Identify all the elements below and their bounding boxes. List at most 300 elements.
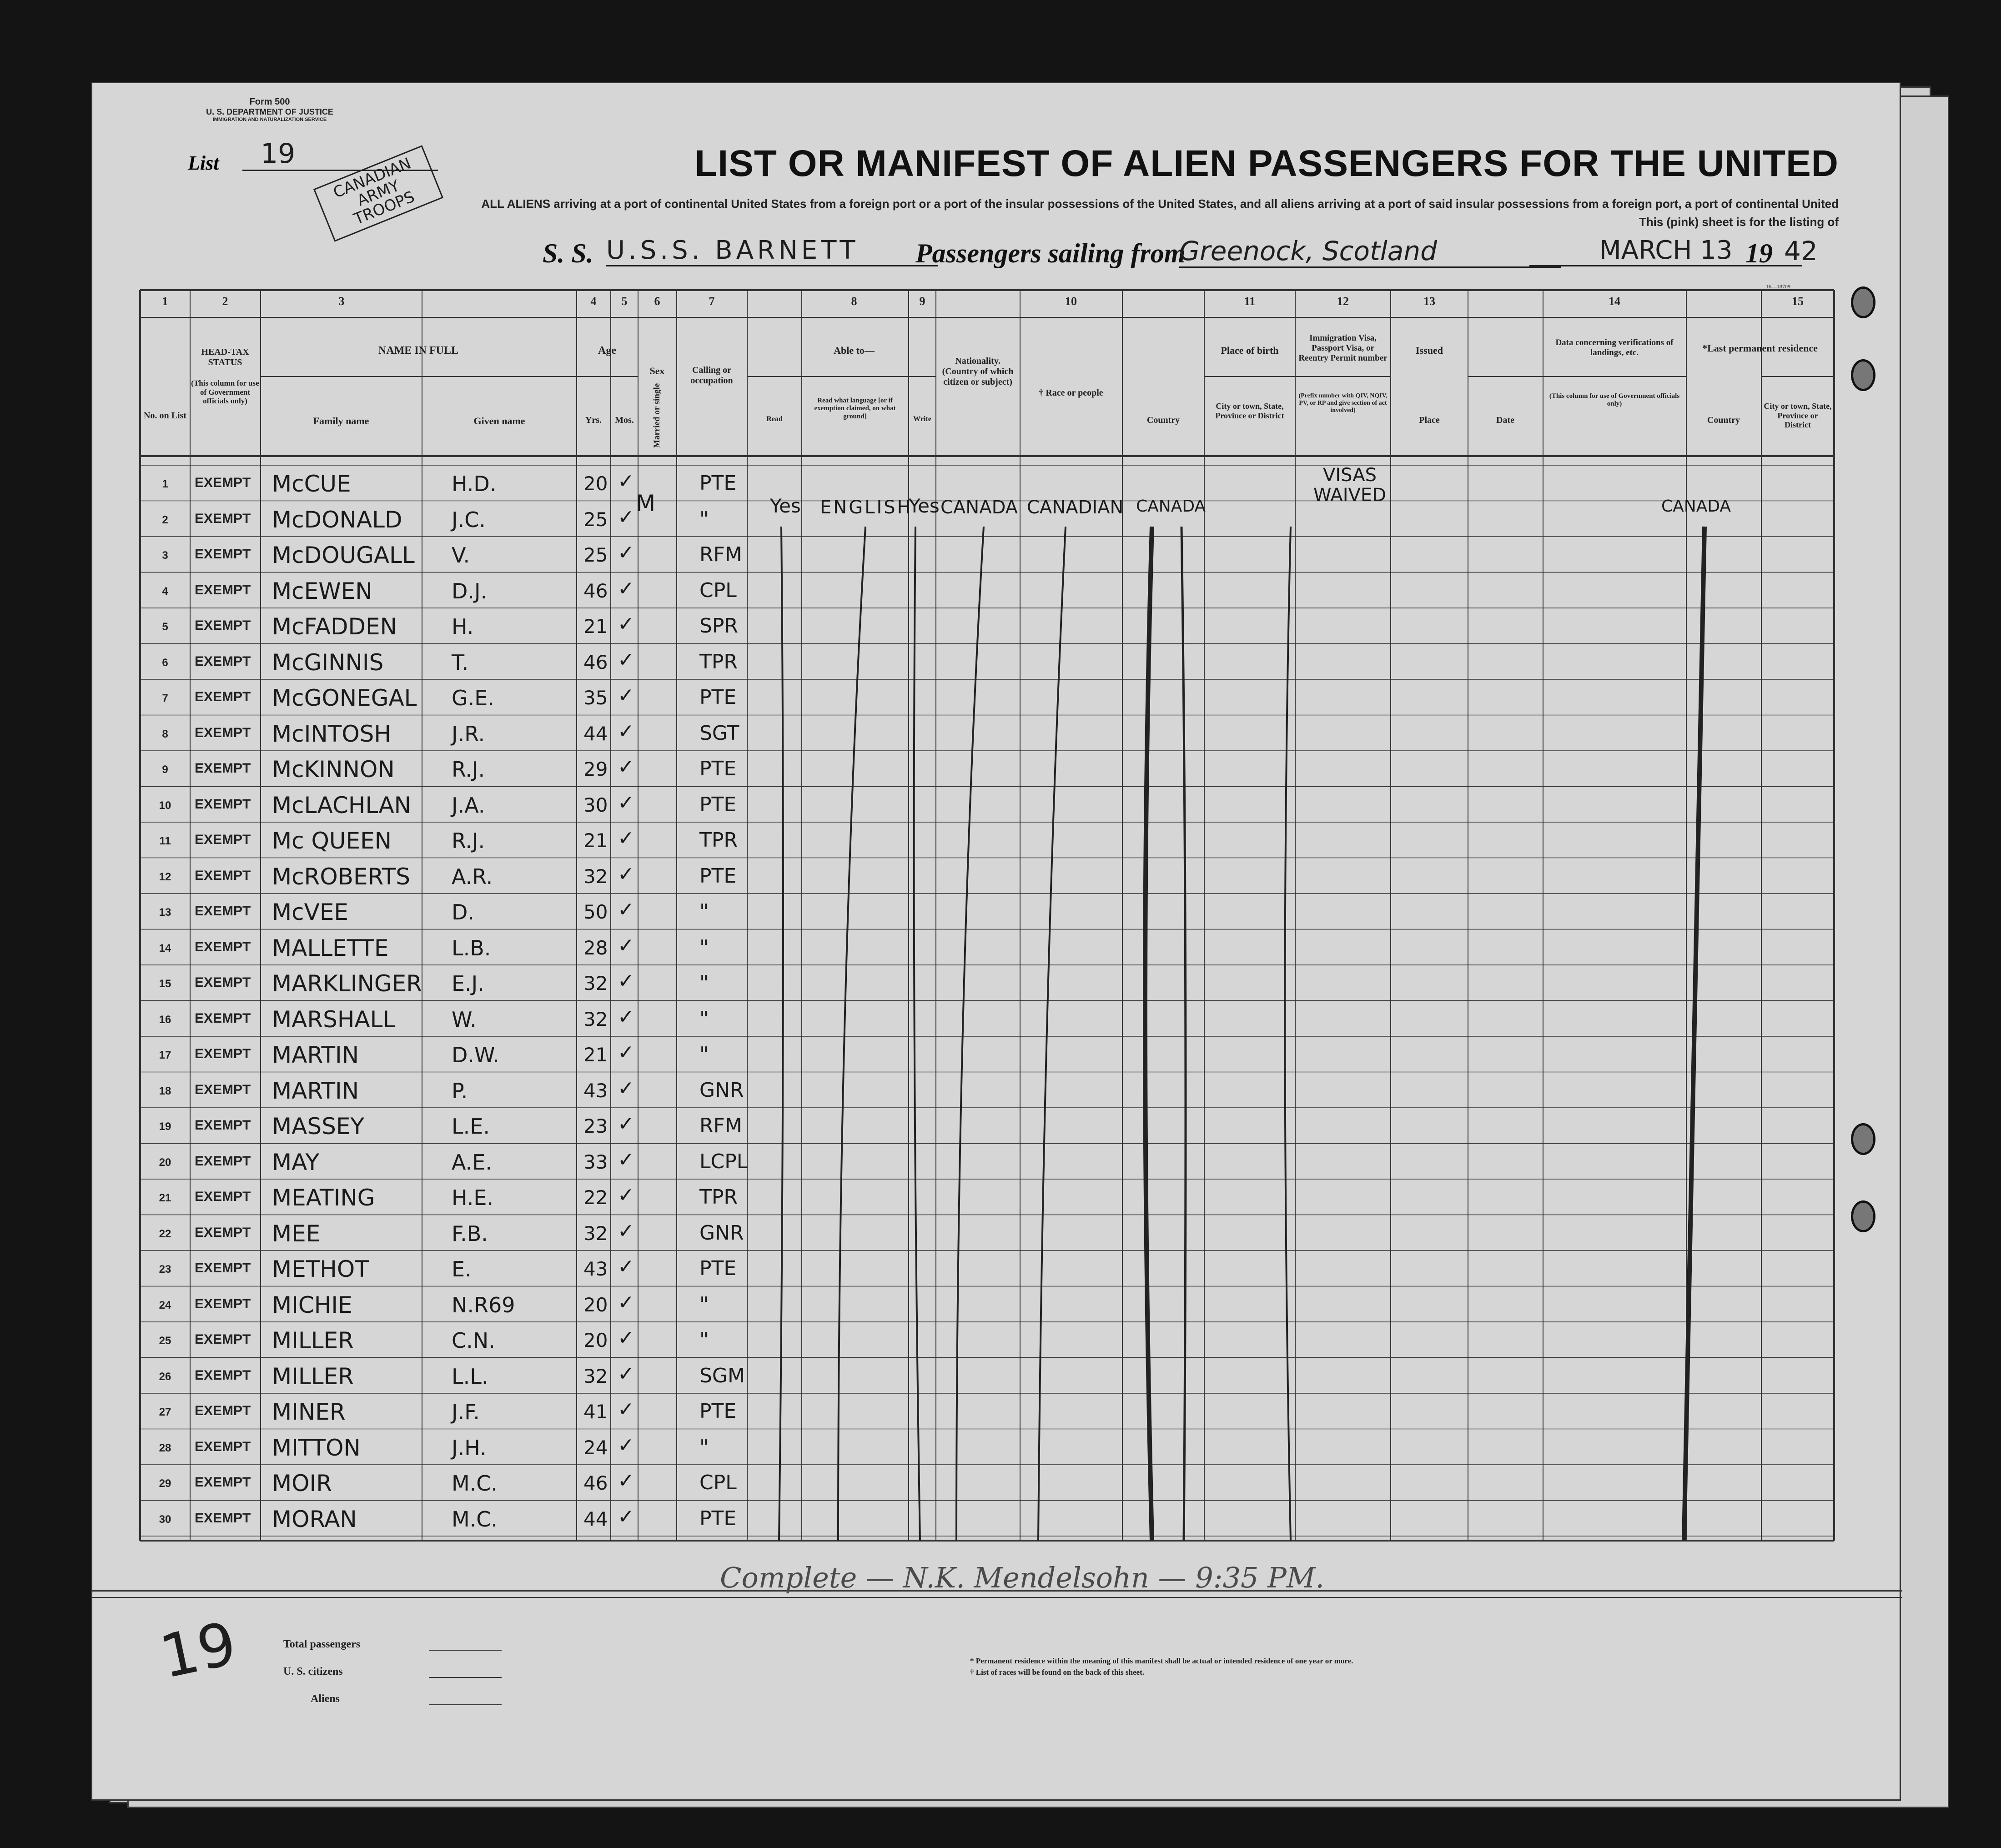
binder-hole xyxy=(1851,359,1875,391)
head-tax-status: EXEMPT xyxy=(195,1189,251,1204)
age-years: 46 xyxy=(583,1472,608,1494)
residence-ditto-line xyxy=(1684,527,1704,1541)
column-number: 9 xyxy=(919,295,925,308)
us-citizens-label: U. S. citizens xyxy=(283,1666,343,1677)
given-name: F.B. xyxy=(452,1221,488,1246)
occupation: " xyxy=(699,900,709,923)
given-name: C.N. xyxy=(452,1328,495,1353)
row-number: 29 xyxy=(159,1477,171,1490)
married-check: ✓ xyxy=(618,1433,634,1457)
head-tax-status: EXEMPT xyxy=(195,1296,251,1311)
row-number: 26 xyxy=(159,1370,171,1383)
row-number: 20 xyxy=(159,1156,171,1169)
family-name: MORAN xyxy=(272,1506,357,1532)
age-years: 23 xyxy=(583,1115,608,1137)
row-number: 21 xyxy=(159,1192,171,1204)
age-years: 29 xyxy=(583,758,608,780)
given-name: W. xyxy=(452,1007,477,1032)
married-check: ✓ xyxy=(618,1255,634,1278)
row-number: 18 xyxy=(159,1085,171,1097)
married-check: ✓ xyxy=(618,934,634,957)
row-number: 11 xyxy=(159,835,171,847)
row-number: 10 xyxy=(159,799,171,812)
column-number: 14 xyxy=(1609,295,1620,308)
occupation: GNR xyxy=(699,1221,744,1245)
married-check: ✓ xyxy=(618,1041,634,1064)
col-nationality: Nationality. (Country of which citizen or subject) xyxy=(942,356,1014,387)
row-number: 9 xyxy=(162,763,168,776)
head-tax-status: EXEMPT xyxy=(195,1332,251,1347)
age-years: 30 xyxy=(583,793,608,816)
form-code: 16—18709 xyxy=(1766,283,1790,290)
column-number: 2 xyxy=(222,295,228,308)
head-tax-status: EXEMPT xyxy=(195,832,251,847)
head-tax-status: EXEMPT xyxy=(195,1010,251,1026)
family-name: MAY xyxy=(272,1149,320,1175)
married-check: ✓ xyxy=(618,541,634,564)
head-tax-status: EXEMPT xyxy=(195,1082,251,1097)
read-ditto-line xyxy=(779,527,783,1541)
residence-country-entry: CANADA xyxy=(1661,497,1731,516)
given-name: G.E. xyxy=(452,686,494,710)
ship-name: U.S.S. BARNETT xyxy=(606,236,938,266)
column-number: 1 xyxy=(162,295,168,308)
col-sex: Sex xyxy=(649,365,665,377)
row-number: 17 xyxy=(159,1049,171,1061)
col-residence-country: Country xyxy=(1707,415,1740,425)
col-birth-city: City or town, State, Province or District xyxy=(1215,402,1284,420)
head-tax-status: EXEMPT xyxy=(195,618,251,633)
given-name: J.R. xyxy=(452,721,485,746)
occupation: SGM xyxy=(699,1364,745,1387)
family-name: MILLER xyxy=(272,1327,354,1354)
col-read-language: Read what language [or if exemption claimed, on what ground] xyxy=(814,397,896,420)
occupation: " xyxy=(699,971,709,994)
given-name: L.E. xyxy=(452,1114,490,1139)
married-check: ✓ xyxy=(618,862,634,886)
aliens-label: Aliens xyxy=(311,1693,340,1705)
given-name: R.J. xyxy=(452,757,485,782)
given-name: M.C. xyxy=(452,1507,498,1532)
head-tax-status: EXEMPT xyxy=(195,511,251,526)
race-entry: CANADIAN xyxy=(1027,497,1124,518)
family-name: McROBERTS xyxy=(272,863,411,890)
married-check: ✓ xyxy=(618,1505,634,1528)
age-years: 32 xyxy=(583,865,608,888)
col-residence-city: City or town, State, Province or District xyxy=(1764,402,1832,430)
row-number: 15 xyxy=(159,978,171,990)
occupation: " xyxy=(699,1292,709,1316)
col-calling: Calling or occupation xyxy=(690,365,733,386)
completion-note: Complete — N.K. Mendelsohn — 9:35 PM. xyxy=(720,1561,1325,1594)
row-number: 30 xyxy=(159,1513,171,1526)
family-name: MEATING xyxy=(272,1185,375,1211)
family-name: MEE xyxy=(272,1220,321,1247)
age-years: 21 xyxy=(583,829,608,852)
occupation: GNR xyxy=(699,1078,744,1102)
row-number: 5 xyxy=(162,621,168,633)
given-name: L.B. xyxy=(452,935,491,960)
occupation: LCPL xyxy=(699,1150,748,1173)
age-years: 28 xyxy=(583,936,608,959)
occupation: RFM xyxy=(699,1114,742,1137)
head-tax-status: EXEMPT xyxy=(195,761,251,776)
given-name: P. xyxy=(452,1078,468,1103)
family-name: MALLETTE xyxy=(272,934,389,961)
family-name: McGINNIS xyxy=(272,649,384,676)
given-name: M.C. xyxy=(452,1471,498,1496)
row-number: 14 xyxy=(159,942,171,954)
footnote-residence: * Permanent residence within the meaning of this manifest shall be actual or intended residence of one year or more. xyxy=(970,1657,1353,1665)
age-years: 35 xyxy=(583,687,608,709)
list-annotation: CANADIAN ARMY TROOPS xyxy=(313,145,443,242)
row-number: 8 xyxy=(162,728,168,740)
col-data-concerning: Data concerning verifications of landings, etc. xyxy=(1555,338,1674,357)
occupation: " xyxy=(699,1043,709,1066)
form-number: Form 500 xyxy=(249,97,290,107)
column-number: 8 xyxy=(851,295,857,308)
married-check: ✓ xyxy=(618,648,634,672)
head-tax-status: EXEMPT xyxy=(195,1403,251,1418)
given-name: H. xyxy=(452,614,474,639)
family-name: McINTOSH xyxy=(272,720,392,747)
age-years: 41 xyxy=(583,1401,608,1423)
married-check: ✓ xyxy=(618,1398,634,1421)
head-tax-status: EXEMPT xyxy=(195,475,251,490)
col-visa: Immigration Visa, Passport Visa, or Reentry Permit number xyxy=(1298,333,1388,363)
age-years: 20 xyxy=(583,472,608,495)
col-data-note: (This column for use of Government officials only) xyxy=(1549,392,1680,408)
binder-hole xyxy=(1851,1200,1875,1232)
age-years: 32 xyxy=(583,1365,608,1387)
col-married: Married or single xyxy=(652,383,662,448)
given-name: A.E. xyxy=(452,1150,492,1175)
head-tax-status: EXEMPT xyxy=(195,725,251,740)
occupation: RFM xyxy=(699,543,742,566)
visa-ditto-line xyxy=(1285,527,1291,1541)
family-name: MARTIN xyxy=(272,1077,359,1104)
family-name: McLACHLAN xyxy=(272,792,412,819)
col-able-to: Able to— xyxy=(834,345,875,356)
age-years: 46 xyxy=(583,651,608,673)
column-number: 11 xyxy=(1244,295,1256,308)
occupation: SPR xyxy=(699,614,739,638)
given-name: D.J. xyxy=(452,578,488,603)
row-number: 4 xyxy=(162,585,168,598)
age-years: 25 xyxy=(583,544,608,566)
sex-entry: M xyxy=(636,490,656,517)
family-name: McKINNON xyxy=(272,756,395,783)
given-name: N.R69 xyxy=(452,1292,515,1317)
married-check: ✓ xyxy=(618,505,634,529)
married-check: ✓ xyxy=(618,684,634,707)
occupation: " xyxy=(699,1328,709,1351)
occupation: PTE xyxy=(699,1400,737,1423)
head-tax-status: EXEMPT xyxy=(195,1046,251,1061)
family-name: Mc QUEEN xyxy=(272,828,392,854)
occupation: CPL xyxy=(699,578,737,602)
age-years: 24 xyxy=(583,1436,608,1459)
given-name: D. xyxy=(452,900,475,924)
given-name: V. xyxy=(452,543,470,567)
manifest-subtitle: ALL ALIENS arriving at a port of continental United States from a foreign port or a port of the insular possessions of the United States, and all aliens arriving at a port of said insular possessions from a foreign port, a port of continental United xyxy=(481,197,1839,211)
family-name: MARSHALL xyxy=(272,1006,396,1033)
married-check: ✓ xyxy=(618,577,634,600)
married-check: ✓ xyxy=(618,969,634,993)
married-check: ✓ xyxy=(618,1184,634,1207)
occupation: " xyxy=(699,1007,709,1030)
col-birth-country: Country xyxy=(1146,415,1180,425)
list-number: 19 xyxy=(242,138,438,171)
family-name: MITTON xyxy=(272,1434,361,1461)
family-name: McGONEGAL xyxy=(272,685,417,711)
manifest-title: LIST OR MANIFEST OF ALIEN PASSENGERS FOR THE UNITED xyxy=(694,143,1839,184)
language-ditto-line xyxy=(838,527,865,1541)
col-given-name: Given name xyxy=(473,415,525,427)
family-name: MOIR xyxy=(272,1470,332,1496)
col-yrs: Yrs. xyxy=(585,415,602,425)
column-number: 7 xyxy=(709,295,715,308)
given-name: H.D. xyxy=(452,472,497,496)
head-tax-status: EXEMPT xyxy=(195,653,251,669)
family-name: MINER xyxy=(272,1399,346,1425)
occupation: TPR xyxy=(699,829,738,852)
head-tax-status: EXEMPT xyxy=(195,547,251,562)
head-tax-status: EXEMPT xyxy=(195,796,251,812)
footnote-races: † List of races will be found on the back of this sheet. xyxy=(970,1668,1144,1677)
department: U. S. DEPARTMENT OF JUSTICE xyxy=(206,107,333,116)
occupation: " xyxy=(699,935,709,959)
ditto-strokes xyxy=(92,83,1902,1802)
col-visa-note: (Prefix number with QIV, NQIV, PV, or RP and give section of act involved) xyxy=(1298,392,1388,414)
given-name: L.L. xyxy=(452,1364,488,1389)
married-check: ✓ xyxy=(618,1219,634,1243)
sailing-label: Passengers sailing from xyxy=(915,238,1186,268)
given-name: J.C. xyxy=(452,507,486,532)
occupation: CPL xyxy=(699,1471,737,1494)
row-number: 6 xyxy=(162,656,168,669)
page-mark: 19 xyxy=(154,1608,242,1692)
family-name: MARKLINGER xyxy=(272,970,422,997)
family-name: McFADDEN xyxy=(272,613,397,640)
row-number: 27 xyxy=(159,1406,171,1418)
head-tax-status: EXEMPT xyxy=(195,939,251,954)
column-number: 10 xyxy=(1065,295,1077,308)
col-family-name: Family name xyxy=(313,415,369,427)
married-check: ✓ xyxy=(618,1362,634,1386)
occupation: PTE xyxy=(699,686,737,709)
manifest-sheet xyxy=(91,82,1901,1801)
col-name-in-full: NAME IN FULL xyxy=(378,345,458,357)
language-entry: ENGLISH xyxy=(820,497,913,518)
married-check: ✓ xyxy=(618,1005,634,1029)
birth-country-ditto-line xyxy=(1145,527,1152,1541)
manifest-subtitle-2: This (pink) sheet is for the listing of xyxy=(1639,215,1839,229)
occupation: " xyxy=(699,1435,709,1459)
given-name: J.A. xyxy=(452,793,485,818)
age-years: 20 xyxy=(583,1293,608,1316)
col-mos: Mos. xyxy=(615,415,634,425)
race-ditto-line xyxy=(1038,527,1066,1541)
head-tax-status: EXEMPT xyxy=(195,1475,251,1490)
married-check: ✓ xyxy=(618,898,634,921)
family-name: MASSEY xyxy=(272,1113,364,1140)
year-suffix: 42 xyxy=(1784,236,1818,266)
age-years: 44 xyxy=(583,1507,608,1530)
col-write: Write xyxy=(913,415,931,423)
us-citizens-field xyxy=(429,1677,502,1678)
total-passengers-field xyxy=(429,1650,502,1651)
row-number: 7 xyxy=(162,692,168,704)
birth-country-entry: CANADA xyxy=(1136,497,1206,516)
ss-label: S. S. xyxy=(543,238,593,268)
family-name: METHOT xyxy=(272,1256,369,1282)
married-check: ✓ xyxy=(618,719,634,743)
head-tax-status: EXEMPT xyxy=(195,689,251,704)
col-issued-date: Date xyxy=(1496,415,1514,425)
age-years: 22 xyxy=(583,1186,608,1209)
family-name: McVEE xyxy=(272,899,349,925)
row-number: 16 xyxy=(159,1013,171,1026)
head-tax-status: EXEMPT xyxy=(195,868,251,883)
row-number: 22 xyxy=(159,1227,171,1240)
column-number: 15 xyxy=(1792,295,1804,308)
married-check: ✓ xyxy=(618,613,634,636)
row-number: 3 xyxy=(162,549,168,562)
head-tax-status: EXEMPT xyxy=(195,582,251,598)
row-number: 24 xyxy=(159,1299,171,1311)
nationality-ditto-line xyxy=(956,527,984,1541)
married-check: ✓ xyxy=(618,827,634,850)
birth-country-ditto-line-2 xyxy=(1181,527,1186,1541)
family-name: McEWEN xyxy=(272,578,372,604)
family-name: McCUE xyxy=(272,471,351,497)
married-check: ✓ xyxy=(618,755,634,778)
given-name: E.J. xyxy=(452,971,484,996)
head-tax-status: EXEMPT xyxy=(195,1118,251,1133)
aliens-field xyxy=(429,1704,502,1705)
age-years: 25 xyxy=(583,508,608,531)
married-check: ✓ xyxy=(618,1326,634,1350)
row-number: 1 xyxy=(162,478,168,490)
given-name: T. xyxy=(452,650,469,675)
row-number: 2 xyxy=(162,513,168,526)
family-name: MILLER xyxy=(272,1363,354,1390)
service: IMMIGRATION AND NATURALIZATION SERVICE xyxy=(212,117,327,122)
head-tax-status: EXEMPT xyxy=(195,1260,251,1276)
married-check: ✓ xyxy=(618,1469,634,1492)
head-tax-status: EXEMPT xyxy=(195,904,251,919)
head-tax-status: EXEMPT xyxy=(195,1225,251,1240)
col-place-of-birth: Place of birth xyxy=(1221,345,1279,356)
head-tax-status: EXEMPT xyxy=(195,975,251,990)
col-issued: Issued xyxy=(1416,345,1443,356)
sailing-date: MARCH 13 xyxy=(1529,236,1802,266)
binder-hole xyxy=(1851,286,1875,318)
age-years: 43 xyxy=(583,1258,608,1280)
col-head-tax: HEAD-TAX STATUS xyxy=(201,347,249,367)
occupation: PTE xyxy=(699,864,737,888)
married-check: ✓ xyxy=(618,470,634,493)
binder-hole xyxy=(1851,1123,1875,1155)
visa-entry: VISAS WAIVED xyxy=(1313,465,1386,506)
age-years: 50 xyxy=(583,901,608,923)
given-name: J.F. xyxy=(452,1400,480,1424)
column-number: 3 xyxy=(338,295,345,308)
occupation: " xyxy=(699,507,709,531)
head-tax-status: EXEMPT xyxy=(195,1510,251,1526)
col-last-residence: *Last permanent residence xyxy=(1702,342,1818,354)
occupation: PTE xyxy=(699,1257,737,1280)
occupation: PTE xyxy=(699,472,737,495)
age-years: 32 xyxy=(583,1008,608,1030)
row-number: 19 xyxy=(159,1120,171,1133)
head-tax-status: EXEMPT xyxy=(195,1367,251,1383)
head-tax-status: EXEMPT xyxy=(195,1153,251,1169)
age-years: 46 xyxy=(583,579,608,602)
write-entry: Yes xyxy=(909,495,940,517)
married-check: ✓ xyxy=(618,1112,634,1135)
year-prefix: 19 xyxy=(1745,238,1773,268)
age-years: 21 xyxy=(583,615,608,638)
given-name: J.H. xyxy=(452,1435,487,1460)
occupation: PTE xyxy=(699,757,737,780)
married-check: ✓ xyxy=(618,1148,634,1171)
family-name: McDOUGALL xyxy=(272,542,415,568)
col-race: † Race or people xyxy=(1039,388,1103,398)
list-label: List xyxy=(188,152,219,174)
row-number: 12 xyxy=(159,870,171,883)
total-passengers-label: Total passengers xyxy=(283,1638,361,1650)
nationality-entry: CANADA xyxy=(940,497,1018,518)
col-no-on-list: No. on List xyxy=(144,411,186,421)
age-years: 33 xyxy=(583,1150,608,1173)
column-number: 13 xyxy=(1423,295,1435,308)
age-years: 20 xyxy=(583,1329,608,1351)
column-number: 6 xyxy=(654,295,660,308)
col-age: Age xyxy=(598,345,616,357)
occupation: PTE xyxy=(699,1507,737,1530)
family-name: MARTIN xyxy=(272,1042,359,1068)
occupation: PTE xyxy=(699,793,737,816)
write-ditto-line xyxy=(914,527,920,1541)
head-tax-status: EXEMPT xyxy=(195,1439,251,1454)
family-name: MICHIE xyxy=(272,1291,352,1318)
age-years: 44 xyxy=(583,722,608,745)
read-entry: Yes xyxy=(770,495,801,517)
col-head-tax-note: (This column for use of Government officials only) xyxy=(191,379,259,406)
column-number: 12 xyxy=(1337,295,1349,308)
column-number: 5 xyxy=(621,295,628,308)
column-number: 4 xyxy=(590,295,597,308)
occupation: TPR xyxy=(699,1185,738,1209)
occupation: SGT xyxy=(699,721,739,745)
given-name: D.W. xyxy=(452,1043,499,1067)
age-years: 43 xyxy=(583,1079,608,1102)
row-number: 13 xyxy=(159,906,171,919)
given-name: H.E. xyxy=(452,1185,494,1210)
row-number: 28 xyxy=(159,1441,171,1454)
col-issued-place: Place xyxy=(1419,415,1440,425)
age-years: 32 xyxy=(583,972,608,994)
age-years: 21 xyxy=(583,1044,608,1066)
married-check: ✓ xyxy=(618,791,634,814)
row-number: 25 xyxy=(159,1335,171,1347)
given-name: A.R. xyxy=(452,864,493,889)
occupation: TPR xyxy=(699,650,738,673)
family-name: McDONALD xyxy=(272,506,402,533)
row-number: 23 xyxy=(159,1263,171,1276)
